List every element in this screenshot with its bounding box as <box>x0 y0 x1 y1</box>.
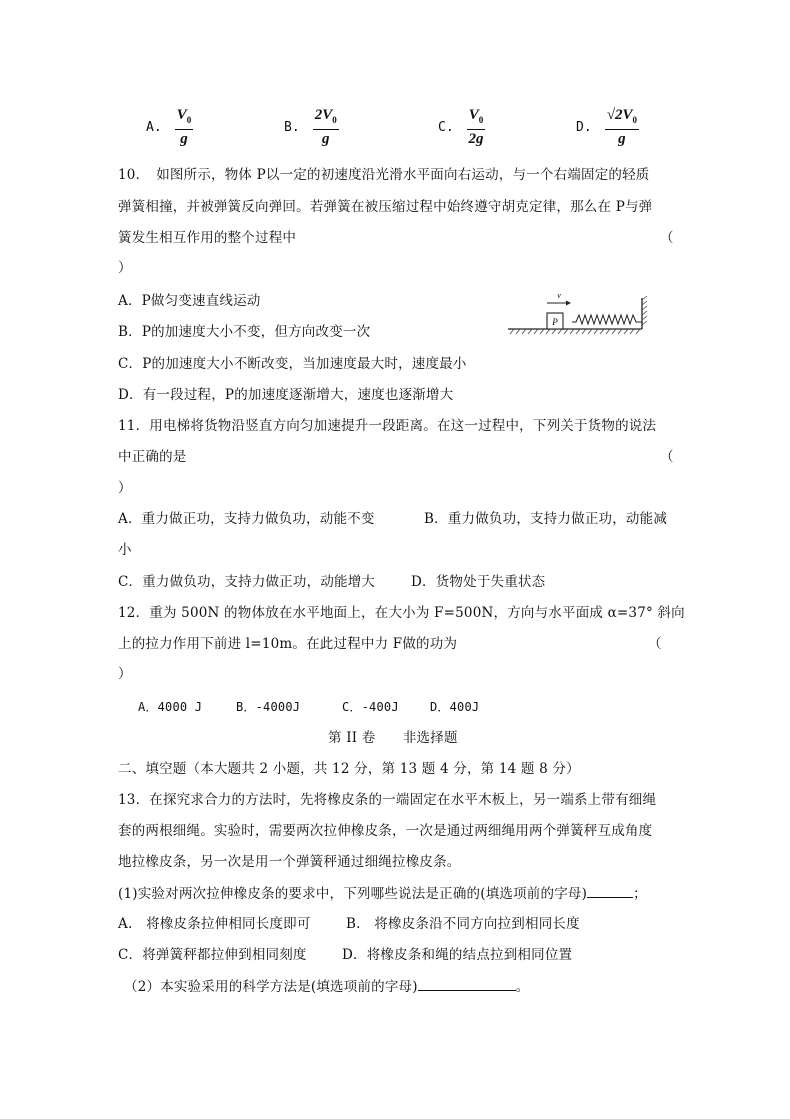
q10-paren-close: ） <box>118 260 132 276</box>
q11-paren-open: （ <box>660 449 674 465</box>
q10-option-a: A．P做匀变速直线运动 <box>118 293 261 309</box>
q12-option-b: B．-4000J <box>236 700 301 714</box>
section-2-title: 第 II 卷 非选择题 <box>328 730 458 746</box>
velocity-arrow <box>547 291 571 306</box>
q11-option-b: B．重力做负功，支持力做正功，动能减 <box>424 511 668 527</box>
q13-option-d: D．将橡皮条和绳的结点拉到相同位置 <box>342 947 573 963</box>
q11-option-a: A．重力做正功，支持力做负功，动能不变 <box>118 511 375 527</box>
q9-option-c-fraction: $\frac{V_0}{2g}$ <box>468 107 484 147</box>
q13-sub-2-answer-blank[interactable] <box>418 976 516 991</box>
q12-line-1: 12．重为 500N 的物体放在水平地面上，在大小为 F=500N，方向与水平面成 α=37° 斜向 <box>118 605 685 621</box>
q13-option-c: C．将弹簧秤都拉伸到相同刻度 <box>118 947 307 963</box>
velocity-label: v <box>557 291 561 300</box>
q9-option-d <box>576 106 639 148</box>
q11-option-c: C．重力做负功，支持力做正功，动能增大 <box>118 574 376 590</box>
q10-option-d: D．有一段过程，P的加速度逐渐增大，速度也逐渐增大 <box>118 387 454 403</box>
q12-paren-open: （ <box>648 636 662 652</box>
q12-option-a: A．4000 J <box>138 700 203 714</box>
q9-option-c-label: C. <box>438 119 454 135</box>
q10-line-3: 簧发生相互作用的整个过程中 <box>118 230 297 246</box>
q10-figure <box>506 288 654 338</box>
q13-line-1: 13．在探究求合力的方法时，先将橡皮条的一端固定在水平木板上，另一端系上带有细绳 <box>118 792 657 808</box>
ground-line <box>508 329 642 334</box>
q9-option-a-label: A. <box>146 119 162 135</box>
block-p-label: P <box>552 317 558 327</box>
q9-option-d-fraction: $\frac{√2V_0}{g}$ <box>606 107 637 147</box>
q12-option-c: C．-400J <box>342 700 399 714</box>
q10-line-2: 弹簧相撞，并被弹簧反向弹回。若弹簧在被压缩过程中始终遵守胡克定律，那么在 P与弹 <box>118 199 653 215</box>
q12-line-2: 上的拉力作用下前进 l=10m。在此过程中力 F做的功为 <box>118 636 458 652</box>
q10-option-c: C．P的加速度大小不断改变，当加速度最大时，速度最小 <box>118 356 467 372</box>
q11-paren-close: ） <box>118 480 132 496</box>
q12-option-d: D．400J <box>430 700 480 714</box>
block-p <box>547 313 563 329</box>
section-2-heading: 二、填空题（本大题共 2 小题，共 12 分，第 13 题 4 分，第 14 题 8 分） <box>118 761 580 777</box>
q9-option-b <box>284 106 339 148</box>
q13-sub-2: （2）本实验采用的科学方法是(填选项前的字母) 。 <box>124 976 529 997</box>
q9-option-a-fraction: $\frac{V_0}{g}$ <box>176 107 192 147</box>
q13-line-2: 套的两根细绳。实验时，需要两次拉伸橡皮条，一次是通过两细绳用两个弹簧秤互成角度 <box>118 823 653 839</box>
wall <box>642 296 647 329</box>
q13-option-a: A. 将橡皮条拉伸相同长度即可 <box>118 916 311 932</box>
spring <box>572 315 642 324</box>
q10-option-b: B．P的加速度大小不变，但方向改变一次 <box>118 324 371 340</box>
q13-sub-1: (1)实验对两次拉伸橡皮条的要求中，下列哪些说法是正确的(填选项前的字母) ； <box>118 883 647 904</box>
q13-sub-1-answer-blank[interactable] <box>587 883 633 898</box>
q9-option-d-label: D. <box>576 119 592 135</box>
q11-line-1: 11．用电梯将货物沿竖直方向匀加速提升一段距离。在这一过程中，下列关于货物的说法 <box>118 418 657 434</box>
q12-paren-close: ） <box>118 666 132 682</box>
q13-line-3: 地拉橡皮条，另一次是用一个弹簧秤通过细绳拉橡皮条。 <box>118 854 461 870</box>
q9-option-b-fraction: $\frac{2V_0}{g}$ <box>314 107 337 147</box>
q13-option-b: B. 将橡皮条沿不同方向拉到相同长度 <box>346 916 580 932</box>
q11-option-b-cont: 小 <box>118 542 132 558</box>
q9-option-b-label: B. <box>284 119 300 135</box>
q9-option-a <box>146 106 193 148</box>
q10-line-1: 10． 如图所示，物体 P以一定的初速度沿光滑水平面向右运动，与一个右端固定的轻质 <box>118 167 650 183</box>
q10-paren-open: （ <box>660 230 674 246</box>
q9-option-c <box>438 106 485 148</box>
q11-line-2: 中正确的是 <box>118 449 187 465</box>
q11-option-d: D．货物处于失重状态 <box>411 574 546 590</box>
